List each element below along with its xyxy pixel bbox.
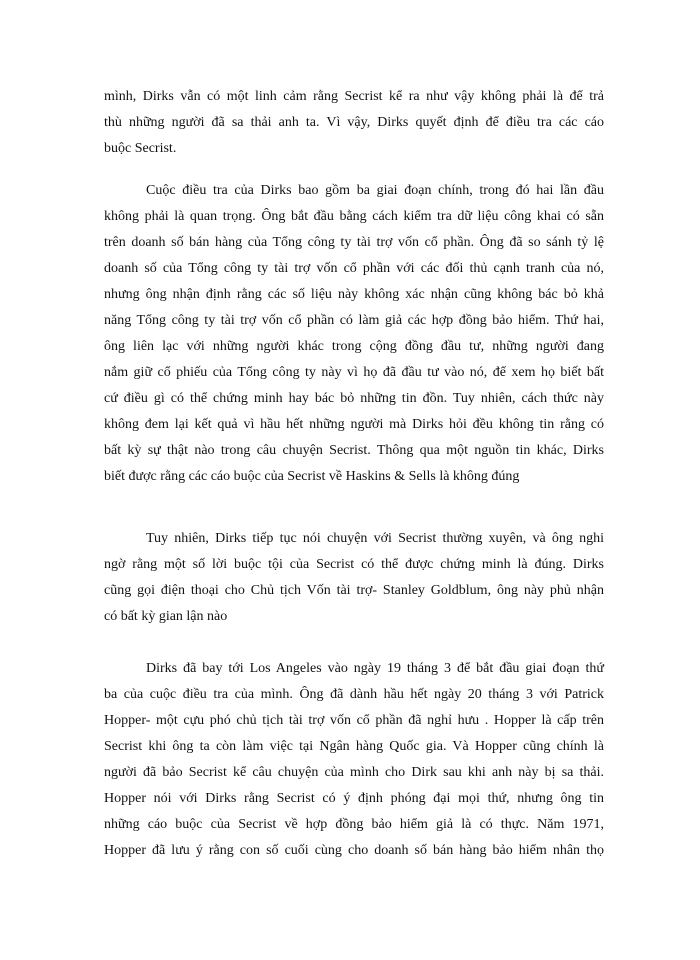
text-line: nhưng ông nhận định rằng các số liệu này không xác nhận cũng không bác bỏ khả <box>104 287 604 302</box>
paragraph-2 <box>104 178 604 490</box>
text-line: Tuy nhiên, Dirks tiếp tục nói chuyện với Secrist thường xuyên, và ông nghi <box>146 531 604 546</box>
text-line: những cáo buộc của Secrist về hợp đồng bảo hiểm giả là có thực. Năm 1971, <box>104 817 604 832</box>
text-line: năng Tổng công ty tài trợ vốn cổ phần có làm giả các hợp đồng bảo hiểm. Thứ hai, <box>104 313 604 328</box>
text-line: không phải là quan trọng. Ông bắt đầu bằng cách kiểm tra dữ liệu công khai có sẵn <box>104 209 604 224</box>
text-line: trên doanh số bán hàng của Tổng công ty tài trợ vốn cổ phần. Ông đã so sánh tỷ lệ <box>104 235 604 250</box>
text-line: mình, Dirks vẫn có một linh cảm rằng Secrist kể ra như vậy không phải là để trả <box>104 89 604 104</box>
text-line: bất kỳ sự thật nào trong câu chuyện Secrist. Thông qua một nguồn tin khác, Dirks <box>104 443 604 458</box>
text-line: ông liên lạc với những người khác trong cộng đồng đầu tư, những người đang <box>104 339 604 354</box>
text-line: nắm giữ cổ phiếu của Tổng công ty này vì họ đã đầu tư vào nó, để xem họ biết bất <box>104 365 604 380</box>
paragraph-4 <box>104 656 604 864</box>
text-line: biết được rằng các cáo buộc của Secrist về Haskins & Sells là không đúng <box>104 469 520 484</box>
text-line: Hopper- một cựu phó chủ tịch tài trợ vốn cổ phần đã nghỉ hưu . Hopper là cấp trên <box>104 713 604 728</box>
text-line: buộc Secrist. <box>104 141 177 156</box>
text-line: có bất kỳ gian lận nào <box>104 609 228 624</box>
text-line: Cuộc điều tra của Dirks bao gồm ba giai đoạn chính, trong đó hai lần đầu <box>146 183 604 198</box>
paragraph-1 <box>104 84 604 162</box>
text-line: người đã bảo Secrist kể câu chuyện của mình cho Dirk sau khi anh này bị sa thải. <box>104 765 604 780</box>
text-line: doanh số của Tổng công ty tài trợ vốn cổ phần với các đối thủ cạnh tranh của nó, <box>104 261 604 276</box>
paragraph-3 <box>104 526 604 630</box>
text-line: không đem lại kết quả vì hầu hết những người mà Dirks hỏi đều không tin rằng có <box>104 417 604 432</box>
text-line: Hopper nói với Dirks rằng Secrist có ý định phóng đại mọi thứ, nhưng ông tin <box>104 791 604 806</box>
text-line: Dirks đã bay tới Los Angeles vào ngày 19 tháng 3 để bắt đầu giai đoạn thứ <box>146 661 604 676</box>
text-line: thù những người đã sa thải anh ta. Vì vậy, Dirks quyết định để điều tra các cáo <box>104 115 604 130</box>
text-line: ba của cuộc điều tra của mình. Ông đã dành hầu hết ngày 20 tháng 3 với Patrick <box>104 687 604 702</box>
text-line: ngờ rằng một số lời buộc tội của Secrist có thể được chứng minh là đúng. Dirks <box>104 557 604 572</box>
text-line: Hopper đã lưu ý rằng con số cuối cùng cho doanh số bán hàng bảo hiểm nhân thọ <box>104 843 604 858</box>
text-line: Secrist khi ông ta còn làm việc tại Ngân hàng Quốc gia. Và Hopper cũng chính là <box>104 739 604 754</box>
text-line: cũng gọi điện thoại cho Chủ tịch Vốn tài trợ- Stanley Goldblum, ông này phủ nhận <box>104 583 604 598</box>
text-line: cứ điều gì có thể chứng minh hay bác bỏ những tin đồn. Tuy nhiên, cách thức này <box>104 391 604 406</box>
